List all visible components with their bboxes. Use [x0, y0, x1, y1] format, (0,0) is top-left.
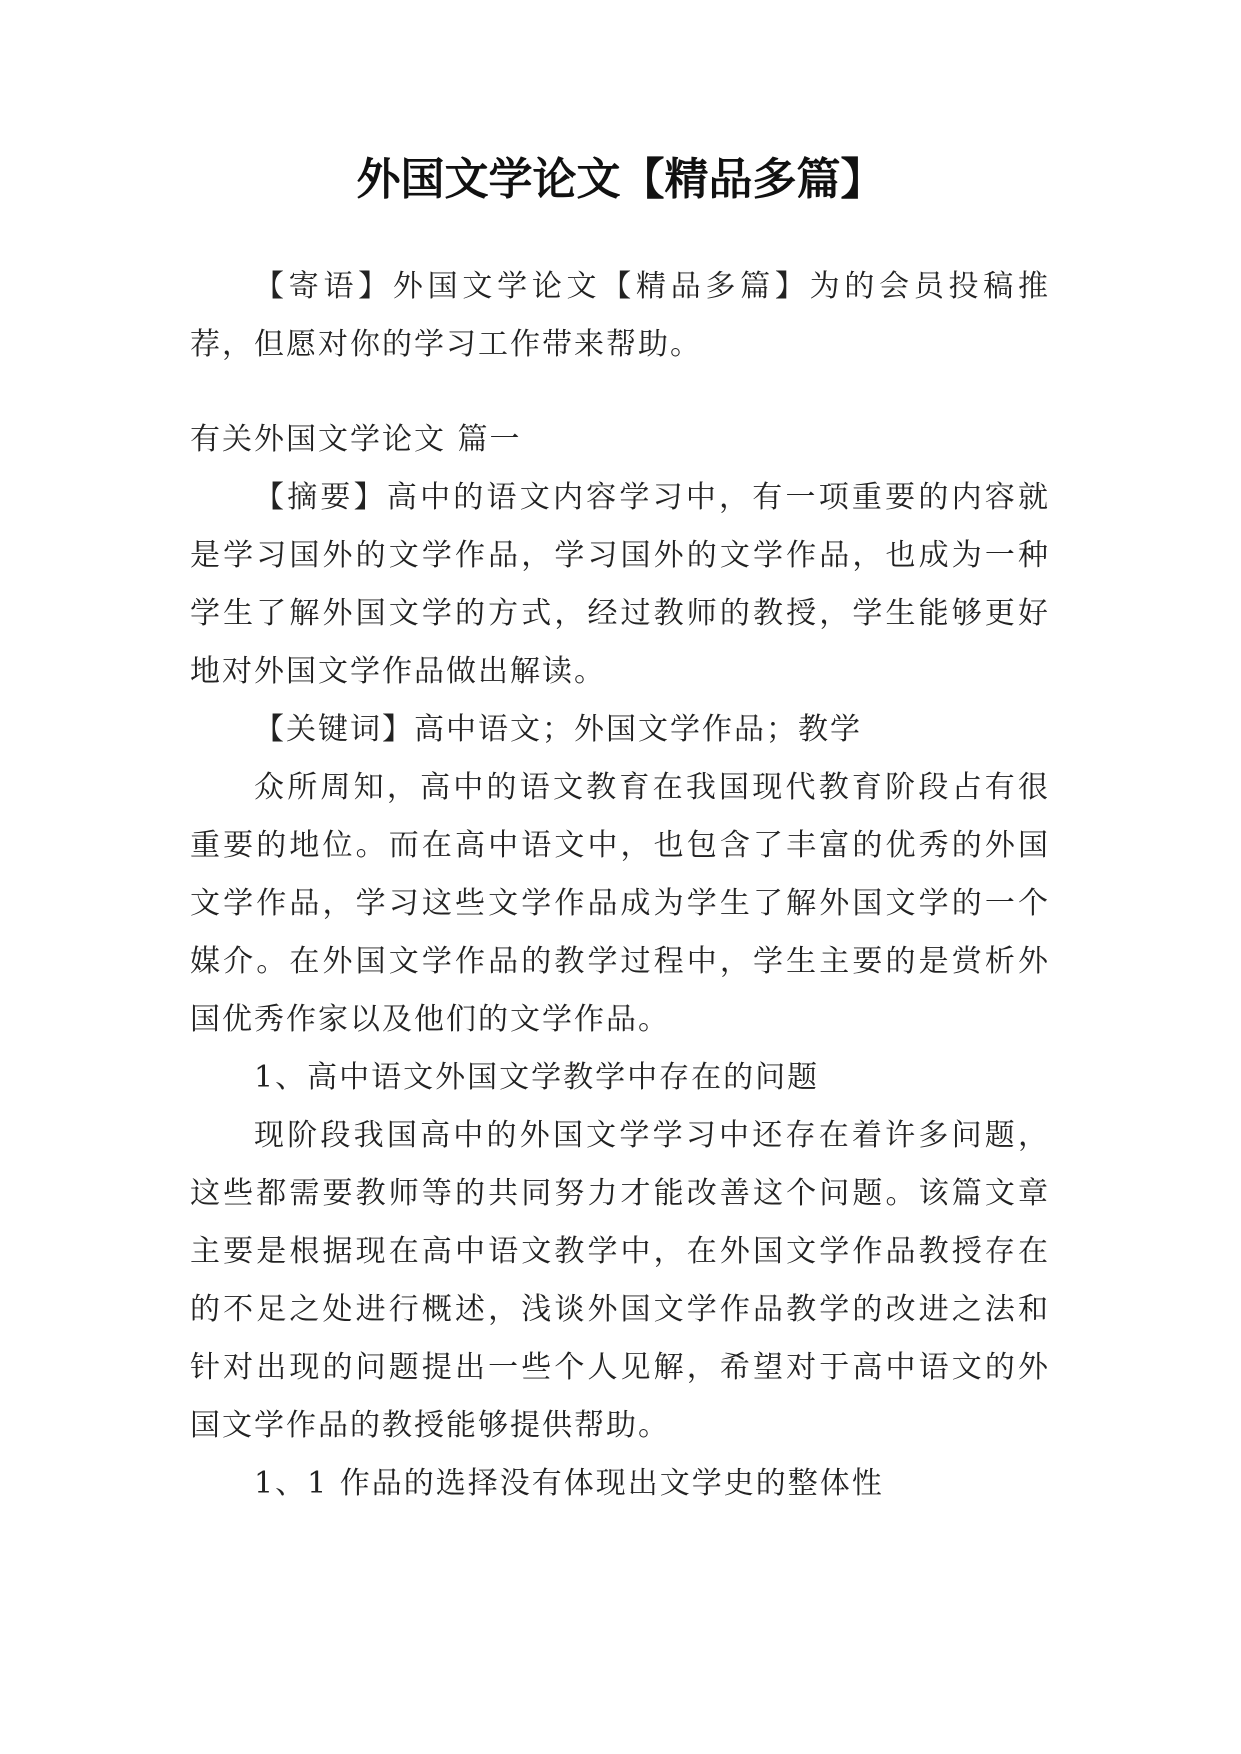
- intro-block: [190, 258, 1050, 374]
- document-title: 外国文学论文【精品多篇】: [356, 154, 885, 205]
- body-paragraph: 现阶段我国高中的外国文学学习中还存在着许多问题，这些都需要教师等的共同努力才能改善这个问题。该篇文章主要是根据现在高中语文教学中，在外国文学作品教授存在的不足之处进行概述，浅谈外国文学作品教学的改进之法和针对出现的问题提出一些个人见解，希望对于高中语文的外国文学作品的教授能够提供帮助。: [190, 1118, 1050, 1443]
- section-heading: 有关外国文学论文 篇一: [190, 422, 522, 457]
- article-body: [190, 411, 1050, 1513]
- intro-paragraph: 【寄语】外国文学论文【精品多篇】为的会员投稿推荐，但愿对你的学习工作带来帮助。: [190, 269, 1050, 362]
- subheading: 1、1 作品的选择没有体现出文学史的整体性: [254, 1466, 884, 1501]
- keywords-paragraph: 【关键词】高中语文；外国文学作品；教学: [254, 712, 862, 747]
- abstract-paragraph: 【摘要】高中的语文内容学习中，有一项重要的内容就是学习国外的文学作品，学习国外的文学作品，也成为一种学生了解外国文学的方式，经过教师的教授，学生能够更好地对外国文学作品做出解读。: [190, 480, 1050, 689]
- body-paragraph: 众所周知，高中的语文教育在我国现代教育阶段占有很重要的地位。而在高中语文中，也包含了丰富的优秀的外国文学作品，学习这些文学作品成为学生了解外国文学的一个媒介。在外国文学作品的教学过程中，学生主要的是赏析外国优秀作家以及他们的文学作品。: [190, 770, 1050, 1037]
- subheading: 1、高中语文外国文学教学中存在的问题: [254, 1060, 820, 1095]
